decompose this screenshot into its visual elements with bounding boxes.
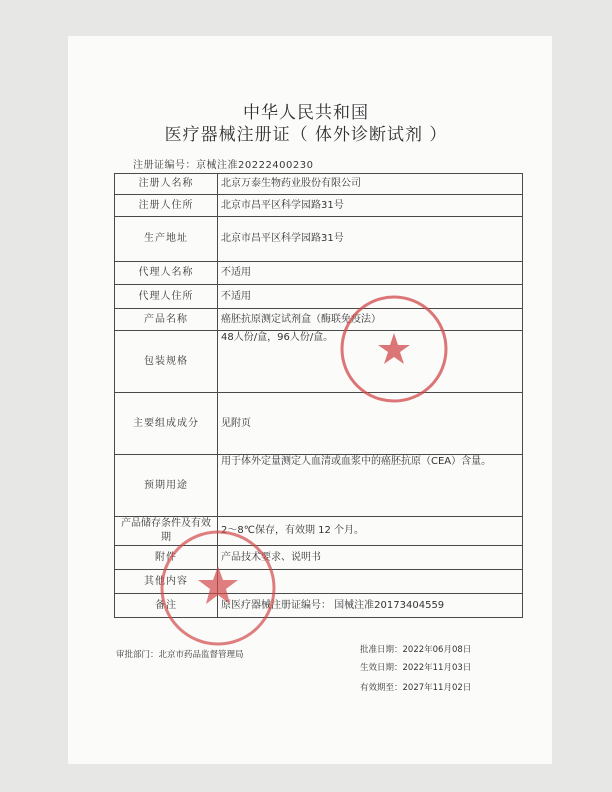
row-value: 不适用 xyxy=(218,285,523,309)
row-label: 主要组成成分 xyxy=(115,393,218,455)
row-value: 北京万泰生物药业股份有限公司 xyxy=(218,174,523,195)
row-label: 生产地址 xyxy=(115,217,218,262)
row-label: 其他内容 xyxy=(115,570,218,594)
table-row xyxy=(115,285,523,309)
row-value: 原医疗器械注册证编号： 国械注准20173404559 xyxy=(218,594,523,618)
row-label: 注册人名称 xyxy=(115,174,218,195)
administration-seal xyxy=(158,528,278,648)
row-value: 见附页 xyxy=(218,393,523,455)
row-label: 代理人名称 xyxy=(115,262,218,285)
row-value: 2～8℃保存，有效期 12 个月。 xyxy=(218,517,523,546)
company-seal xyxy=(338,293,450,405)
effective-date: 生效日期：2022年11月03日 xyxy=(360,663,472,673)
row-label: 产品名称 xyxy=(115,309,218,331)
row-label: 预期用途 xyxy=(115,455,218,517)
row-value: 不适用 xyxy=(218,262,523,285)
registration-number: 京械注准20222400230 xyxy=(196,160,314,171)
row-value: 北京市昌平区科学园路31号 xyxy=(218,195,523,217)
registration-number-line xyxy=(133,156,314,171)
registration-label: 注册证编号： xyxy=(133,160,196,171)
row-value: 产品技术要求、说明书 xyxy=(218,546,523,570)
row-value: 用于体外定量测定人血清或血浆中的癌胚抗原（CEA）含量。 xyxy=(218,455,523,517)
table-row xyxy=(115,309,523,331)
approving-authority: 审批部门：北京市药品监督管理局 xyxy=(116,650,244,660)
table-row xyxy=(115,195,523,217)
approval-date: 批准日期：2022年06月08日 xyxy=(360,645,472,655)
row-value: 癌胚抗原测定试剂盒（酶联免疫法） xyxy=(218,309,523,331)
title-line-2: 医疗器械注册证（ 体外诊断试剂 ） xyxy=(164,125,448,145)
table-row xyxy=(115,174,523,195)
row-label: 注册人住所 xyxy=(115,195,218,217)
expiry-date: 有效期至：2027年11月02日 xyxy=(360,683,472,693)
table-row xyxy=(115,393,523,455)
row-value: 48人份/盒，96人份/盒。 xyxy=(218,331,523,393)
table-row xyxy=(115,217,523,262)
row-label: 产品储存条件及有效期 xyxy=(115,517,218,546)
title-line-1: 中华人民共和国 xyxy=(243,103,369,123)
row-label: 备注 xyxy=(115,594,218,618)
row-label: 代理人住所 xyxy=(115,285,218,309)
row-label: 附件 xyxy=(115,546,218,570)
star-icon xyxy=(198,566,238,604)
table-row xyxy=(115,331,523,393)
star-icon xyxy=(378,333,410,364)
row-label: 包装规格 xyxy=(115,331,218,393)
table-row xyxy=(115,455,523,517)
table-row xyxy=(115,262,523,285)
row-value: 北京市昌平区科学园路31号 xyxy=(218,217,523,262)
